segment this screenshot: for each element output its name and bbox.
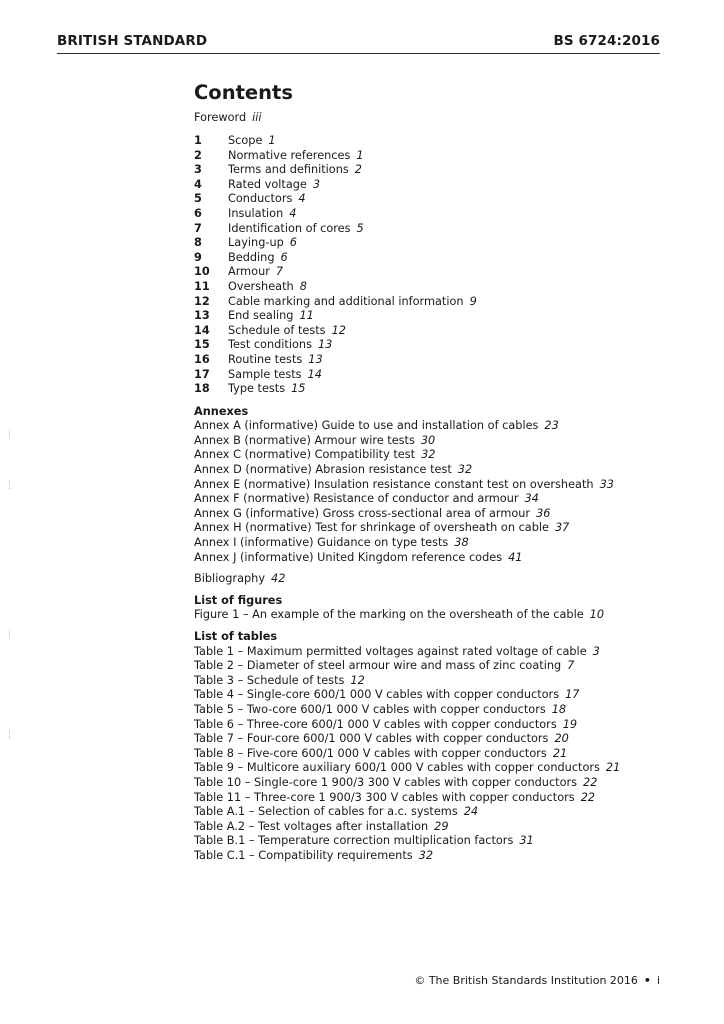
toc-entry[interactable] (194, 134, 694, 149)
toc-page-number: 5 (356, 221, 364, 235)
toc-label: Sample tests (228, 367, 302, 381)
toc-page-number: 10 (589, 608, 605, 622)
figures-heading: List of figures (194, 593, 283, 607)
toc-label: Annex E (normative) Insulation resistance constant test on oversheath (194, 477, 594, 491)
toc-page-number: 1 (268, 134, 276, 147)
toc-label: Table C.1 – Compatibility requirements (194, 848, 413, 862)
toc-label: Schedule of tests (228, 323, 326, 337)
toc-entry[interactable] (194, 732, 694, 747)
toc-label: Identification of cores (228, 221, 351, 235)
toc-entry[interactable] (194, 507, 694, 522)
toc-label: Table 11 – Three-core 1 900/3 300 V cables with copper conductors (194, 790, 575, 804)
toc-page-number: 32 (418, 848, 434, 862)
toc-annexes (194, 405, 694, 566)
toc-entry[interactable] (194, 251, 694, 266)
toc-label: Annex H (normative) Test for shrinkage of oversheath on cable (194, 521, 549, 535)
toc-entry[interactable] (194, 324, 694, 339)
toc-label: Annex G (informative) Gross cross-sectional area of armour (194, 506, 531, 520)
toc-entry[interactable] (194, 791, 694, 806)
toc-label: Routine tests (228, 352, 303, 366)
toc-entry[interactable] (194, 805, 694, 820)
toc-entry[interactable] (194, 761, 694, 776)
toc-page-number: 24 (463, 805, 479, 819)
toc-page-number: 31 (519, 834, 534, 848)
toc-page-number: 7 (275, 265, 284, 279)
toc-entry[interactable] (194, 434, 694, 449)
toc-entry[interactable] (194, 192, 694, 207)
toc-entry[interactable] (194, 776, 694, 791)
toc-tables (194, 630, 694, 864)
page-number: i (656, 974, 660, 987)
toc-text (228, 134, 276, 149)
margin-mark (9, 630, 12, 639)
tables-heading: List of tables (194, 630, 278, 643)
toc-page-number: 32 (457, 463, 473, 477)
toc-page-number: 3 (592, 644, 600, 658)
toc-entry[interactable] (194, 163, 694, 178)
toc-label: Table 3 – Schedule of tests (194, 673, 345, 687)
toc-label: Foreword (194, 111, 247, 124)
toc-page-number: 4 (298, 192, 306, 206)
toc-page-number: 8 (299, 279, 307, 293)
toc-text (228, 368, 322, 383)
toc-page-number: 22 (580, 790, 596, 804)
toc-entry[interactable] (194, 382, 694, 397)
toc-entry[interactable] (194, 448, 694, 463)
toc-page-number: 14 (307, 367, 322, 381)
toc-entry[interactable] (194, 222, 694, 237)
toc-label: Table 2 – Diameter of steel armour wire and mass of zinc coating (194, 659, 562, 673)
toc-page-number: 37 (554, 521, 570, 535)
toc-label: Figure 1 – An example of the marking on the oversheath of the cable (194, 608, 584, 622)
toc-entry[interactable] (194, 265, 694, 280)
toc-label: Table 7 – Four-core 600/1 000 V cables with copper conductors (194, 732, 549, 746)
toc-entry[interactable] (194, 608, 694, 623)
toc-text (228, 338, 332, 353)
toc-page-number: 19 (562, 717, 578, 731)
toc-entry[interactable] (194, 338, 694, 353)
toc-number: 15 (194, 338, 210, 352)
toc-number: 14 (194, 323, 210, 337)
toc-page-number: iii (252, 111, 262, 124)
toc-entry[interactable] (194, 207, 694, 222)
toc-label: Table 6 – Three-core 600/1 000 V cables with copper conductors (194, 717, 557, 731)
margin-mark (9, 430, 12, 439)
toc-text (228, 251, 288, 266)
toc-entry[interactable] (194, 703, 694, 718)
toc-text (228, 265, 283, 280)
toc-label: Table B.1 – Temperature correction multiplication factors (194, 834, 514, 848)
toc-entry[interactable] (194, 536, 694, 551)
toc-page-number: 6 (289, 236, 297, 250)
toc-entry[interactable] (194, 463, 694, 478)
toc-entry[interactable] (194, 688, 694, 703)
toc-label: Table 10 – Single-core 1 900/3 300 V cables with copper conductors (194, 775, 578, 789)
toc-label: Armour (228, 265, 270, 279)
toc-number: 16 (194, 352, 210, 366)
toc-label: Annex A (informative) Guide to use and installation of cables (194, 419, 539, 433)
toc-number: 12 (194, 294, 210, 308)
toc-page-number: 6 (280, 250, 288, 264)
toc-page-number: 32 (421, 448, 436, 462)
toc-label: Insulation (228, 206, 284, 220)
toc-entry[interactable] (194, 849, 694, 864)
toc-label: Rated voltage (228, 177, 307, 191)
toc-label: Normative references (228, 148, 351, 162)
toc-number: 2 (194, 148, 202, 162)
toc-page-number: 21 (605, 761, 621, 775)
toc-number: 6 (194, 206, 202, 220)
toc-text (228, 280, 307, 295)
toc-text (228, 207, 296, 222)
toc-label: Scope (228, 134, 263, 147)
toc-page-number: 1 (356, 148, 364, 162)
contents-body (194, 80, 694, 864)
toc-page-number: 17 (565, 688, 580, 702)
page-title: Contents (194, 81, 293, 104)
toc-label: Table 4 – Single-core 600/1 000 V cables with copper conductors (194, 688, 560, 702)
toc-label: Type tests (228, 382, 286, 396)
toc-page-number: 3 (312, 177, 321, 191)
toc-entry[interactable] (194, 309, 694, 324)
toc-text (228, 309, 314, 324)
toc-figures (194, 594, 694, 623)
toc-number: 18 (194, 382, 210, 396)
annexes-heading: Annexes (194, 404, 249, 418)
toc-text (228, 295, 477, 310)
toc-entry[interactable] (194, 280, 694, 295)
toc-page-number: 13 (308, 352, 323, 366)
toc-page-number: 12 (331, 323, 346, 337)
toc-entry[interactable] (194, 353, 694, 368)
toc-label: Table A.1 – Selection of cables for a.c. systems (194, 805, 458, 819)
header-left: BRITISH STANDARD (57, 33, 208, 49)
toc-entry[interactable] (194, 521, 694, 536)
toc-page-number: 38 (454, 536, 469, 550)
toc-label: End sealing (228, 309, 294, 323)
toc-page-number: 33 (599, 477, 614, 491)
toc-label: Table 1 – Maximum permitted voltages against rated voltage of cable (194, 644, 587, 658)
toc-label: Cable marking and additional information (228, 294, 464, 308)
copyright-text: © The British Standards Institution 2016 (414, 974, 638, 987)
toc-label: Annex J (informative) United Kingdom reference codes (194, 550, 503, 564)
toc-page-number: 22 (583, 775, 598, 789)
toc-page-number: 12 (350, 673, 365, 687)
toc-page-number: 7 (567, 659, 575, 673)
toc-entry[interactable] (194, 834, 694, 849)
margin-mark (9, 730, 12, 739)
toc-label: Bedding (228, 250, 275, 264)
toc-entry[interactable] (194, 236, 694, 251)
toc-number: 10 (194, 265, 210, 279)
toc-page-number: 34 (524, 492, 539, 506)
toc-page-number: 23 (544, 419, 559, 433)
toc-label: Test conditions (228, 338, 312, 352)
toc-entry[interactable] (194, 747, 694, 762)
toc-foreword[interactable] (194, 110, 694, 126)
toc-page-number: 11 (299, 309, 314, 323)
margin-mark (9, 480, 12, 489)
toc-text (228, 353, 323, 368)
toc-text (228, 163, 362, 178)
toc-page-number: 30 (420, 433, 436, 447)
toc-text (228, 324, 346, 339)
toc-entry[interactable] (194, 492, 694, 507)
toc-entry[interactable] (194, 149, 694, 164)
toc-page-number: 18 (551, 702, 567, 716)
toc-page-number: 4 (289, 206, 297, 220)
header-rule (57, 53, 660, 54)
toc-entry[interactable] (194, 178, 694, 193)
toc-number: 5 (194, 192, 202, 206)
toc-page-number: 41 (508, 550, 523, 564)
toc-number: 1 (194, 134, 202, 147)
toc-entry[interactable] (194, 419, 694, 434)
toc-entry[interactable] (194, 368, 694, 383)
toc-bibliography[interactable] (194, 572, 694, 587)
toc-label: Table 5 – Two-core 600/1 000 V cables with copper conductors (194, 702, 546, 716)
toc-page-number: 20 (554, 732, 569, 746)
toc-label: Annex B (normative) Armour wire tests (194, 433, 415, 447)
toc-label: Table 9 – Multicore auxiliary 600/1 000 V cables with copper conductors (194, 761, 600, 775)
toc-text (228, 178, 320, 193)
toc-label: Table 8 – Five-core 600/1 000 V cables with copper conductors (194, 746, 547, 760)
toc-entry[interactable] (194, 551, 694, 566)
toc-label: Bibliography (194, 572, 266, 586)
page-footer (414, 974, 660, 987)
toc-page-number: 42 (271, 572, 286, 586)
toc-number: 9 (194, 250, 202, 264)
toc-entry[interactable] (194, 478, 694, 493)
toc-number: 11 (194, 279, 210, 293)
toc-label: Oversheath (228, 279, 294, 293)
toc-text (228, 192, 306, 207)
toc-entry[interactable] (194, 659, 694, 674)
toc-label: Annex D (normative) Abrasion resistance test (194, 463, 452, 477)
toc-label: Annex C (normative) Compatibility test (194, 448, 416, 462)
toc-number: 17 (194, 367, 210, 381)
toc-page-number: 29 (434, 819, 449, 833)
toc-text (228, 149, 364, 164)
toc-text (228, 382, 306, 397)
toc-entry[interactable] (194, 718, 694, 733)
toc-page-number: 2 (354, 163, 362, 177)
toc-sections (194, 134, 694, 397)
toc-entry[interactable] (194, 295, 694, 310)
toc-number: 3 (194, 163, 202, 177)
toc-number: 13 (194, 309, 210, 323)
toc-label: Terms and definitions (228, 163, 349, 177)
toc-label: Laying-up (228, 236, 284, 250)
toc-page-number: 9 (469, 294, 477, 308)
toc-text (228, 236, 297, 251)
toc-label: Annex F (normative) Resistance of conductor and armour (194, 492, 519, 506)
footer-separator: • (643, 974, 651, 987)
header-right: BS 6724:2016 (553, 33, 660, 49)
toc-number: 8 (194, 236, 202, 250)
toc-page-number: 13 (317, 338, 333, 352)
toc-page-number: 36 (536, 506, 551, 520)
toc-label: Conductors (228, 192, 293, 206)
toc-text (228, 222, 364, 237)
toc-entry[interactable] (194, 820, 694, 835)
toc-number: 7 (194, 221, 202, 235)
toc-entry[interactable] (194, 674, 694, 689)
toc-page-number: 15 (291, 382, 306, 396)
toc-label: Annex I (informative) Guidance on type tests (194, 536, 449, 550)
toc-page-number: 21 (552, 746, 568, 760)
toc-label: Table A.2 – Test voltages after installation (194, 819, 429, 833)
toc-number: 4 (194, 177, 202, 191)
toc-entry[interactable] (194, 645, 694, 660)
